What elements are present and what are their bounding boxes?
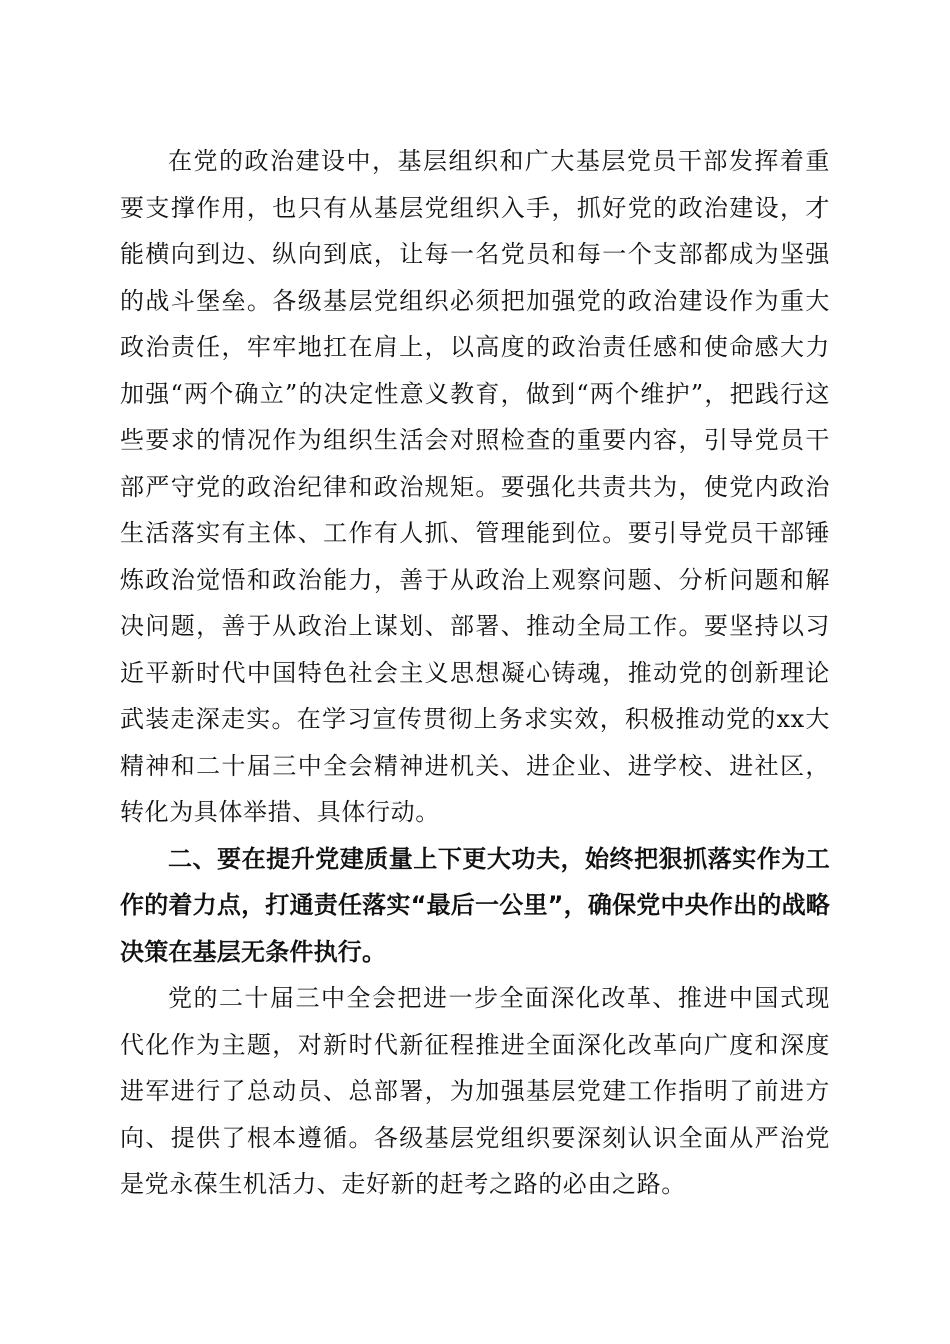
document-body [120, 138, 830, 1208]
paragraph-political-construction: 在党的政治建设中，基层组织和广大基层党员干部发挥着重要支撑作用，也只有从基层党组织入手，抓好党的政治建设，才能横向到边、纵向到底，让每一名党员和每一个支部都成为坚强的战斗堡垒。各级基层党组织必须把加强党的政治建设作为重大政治责任，牢牢地扛在肩上，以高度的政治责任感和使命感大力加强“两个确立”的决定性意义教育，做到“两个维护”，把践行这些要求的情况作为组织生活会对照检查的重要内容，引导党员干部严守党的政治纪律和政治规矩。要强化共责共为，使党内政治生活落实有主体、工作有人抓、管理能到位。要引导党员干部锤炼政治觉悟和政治能力，善于从政治上观察问题、分析问题和解决问题，善于从政治上谋划、部署、推动全局工作。要坚持以习近平新时代中国特色社会主义思想凝心铸魂，推动党的创新理论武装走深走实。在学习宣传贯彻上务求实效，积极推动党的xx大精神和二十届三中全会精神进机关、进企业、进学校、进社区，转化为具体举措、具体行动。 [120, 147, 830, 826]
section-heading-two: 二、要在提升党建质量上下更大功夫，始终把狠抓落实作为工作的着力点，打通责任落实“最后一公里”，确保党中央作出的战略决策在基层无条件执行。 [120, 844, 830, 966]
paragraph-third-plenum: 党的二十届三中全会把进一步全面深化改革、推进中国式现代化作为主题，对新时代新征程推进全面深化改革向广度和深度进军进行了总动员、总部署，为加强基层党建工作指明了前进方向、提供了根本遵循。各级基层党组织要深刻认识全面从严治党是党永葆生机活力、走好新的赶考之路的必由之路。 [120, 984, 830, 1198]
